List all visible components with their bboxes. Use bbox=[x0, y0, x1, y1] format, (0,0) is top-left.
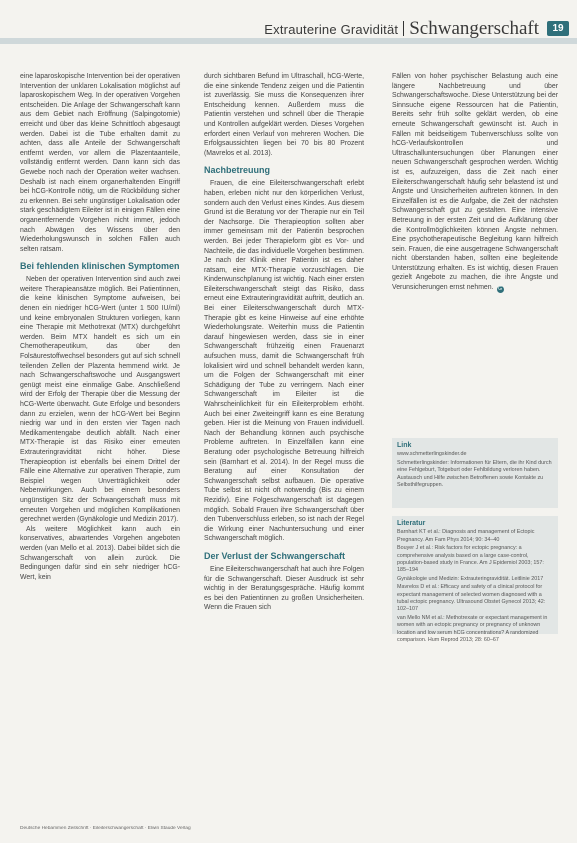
paragraph-text: Fällen von hoher psychischer Belastung auch eine längere Nachbetreuung und über Schwangerschaftswoche. Diese Unterstützung bei der Sinnsuche eigene Ressourcen hat die Patientin, Bereits sehr früh sollte geklärt werden, ob eine erneute Schwangerschaft gewünscht ist. Auch in Fällen mit beidseitigem Tubenverschluss sollte von hCG-Verlaufskontrollen und Ultraschalluntersuchungen über Planungen einer neuen Schwangerschaft gesprochen werden. Wichtig ist es, aufzuzeigen, dass die Zeit nach einer Eileiterschwangerschaft häufig sehr belastend ist und Ängste und Unsicherheiten auftreten können. In den Einzelfällen ist es die Aufgabe, die Zeit der nächsten Schwangerschaft gut zu gestalten. Eine intensive Betreuung in der ersten Zeit und die Aufklärung über die Kontrollmöglichkeiten können Ängste nehmen. Eine psychotherapeutische Begleitung kann hilfreich sein. Frauen, die eine ausgetragene Schwangerschaft nicht überstanden haben, sollten eine begleitende Unterstützung erhalten. Es ist wichtig, diesen Frauen gezielt Angebote zu machen, die ihre Ängste und Verunsicherungen ernst nehmen. bbox=[392, 73, 558, 292]
section-title: Extrauterine Gravidität bbox=[264, 22, 399, 37]
paragraph: durch sichtbaren Befund im Ultraschall, hCG-Werte, die eine sinkende Tendenz zeigen und die Patientin ist zuverlässig. Sie muss die Konsequenzen ihrer Entscheidung kennen. Außerdem muss die Patientin verstehen und schnell über die Therapie und Kontrollen aufgeklärt werden. Dieses Vorgehen erfordert einen Verlauf von mehreren Wochen. Die Erfolgsaussichten liegen bei 70 bis 80 Prozent (Mavrelos et al. 2013). bbox=[204, 73, 364, 157]
paragraph: Frauen, die eine Eileiterschwangerschaft erlebt haben, erleben nicht nur den körperlichen Verlust, sondern auch den Verlust eines Kindes. Aus diesem Grund ist die Beratung vor der Therapie nur ein Teil der Nachsorge. Die Therapieoption sollten aber immer gemeinsam mit der Patientin besprochen werden. Bei jeder Therapieform gibt es Vor- und Nachteile, die das individuelle Vorgehen bestimmen. Je nach der Klinik einer Patientin ist es daher ratsam, eine MTX-Therapie vorzuschlagen. Die Kinderwunschplanung ist wichtig. Nach einer ersten Eileiterschwangerschaft steigt das Risiko, dass erneut eine Extrauteringravidität auftritt, deutlich an. Bei einer Eileiterschwangerschaft durch MTX-Therapie gibt es keine Hinweise auf eine erhöhte Wiederholungsrate. Weiterhin muss die Patientin darauf hingewiesen werden, dass sie in einer Schwangerschaft frühzeitig einen Frauenarzt aufsuchen muss, damit die Schwangerschaft früh lokalisiert wird und schnell behandelt werden kann, um die Folgen der Schwangerschaft mit einer Schädigung der Tube zu verringern. Nach einer Schwangerschaft im Eileiter ist die Wahrscheinlichkeit für ein Eileiterproblem erhöht. Auch bei einer Zweiteingriff kann es eine Beratung geben. Hier ist die Meinung von Frauen individuell. Nach der Behandlung können auch psychische Probleme auftreten. In Einzelfällen kann eine Beratung oder psychologische Betreuung hilfreich sein (Barnhart et al. 2014). In der Regel muss die Beratung auf einer Konsultation der Schwangerschaft selbst aufbauen. Die operative Tube selbst ist nicht oft notwendig (Bis zu einem Rezidiv). Eine Folgeschwangerschaft ist dagegen möglich. Sobald Frauen ihre Schwangerschaft über den Tubenverschluss erleben, so ist nach der Regel die Wirkung einer Nachuntersuchung und einer Schwangerschaft möglich. bbox=[204, 180, 364, 543]
text-column-2 bbox=[204, 72, 364, 613]
link-description: Schmetterlingskinder: Informationen für Eltern, die ihr Kind durch eine Fehlgeburt, Totgeburt oder Fehlbildung verloren haben. Austausch und Hilfe zwischen Betroffenen sowie Kontakte zu Selbsthilfegruppen. bbox=[397, 459, 552, 489]
literature-heading: Literatur bbox=[397, 520, 426, 527]
text-column-1 bbox=[20, 72, 180, 582]
section-heading: Der Verlust der Schwangerschaft bbox=[204, 550, 346, 561]
literature-entry: Bouyer J et al.: Risk factors for ectopic pregnancy: a comprehensive analysis based on a large case-control, population-based study in France. Am J Epidemiol 2003; 157: 185–194 bbox=[397, 545, 544, 574]
end-of-article-icon: G bbox=[498, 286, 502, 293]
literature-box bbox=[392, 516, 558, 644]
section-heading: Bei fehlenden klinischen Symptomen bbox=[20, 261, 180, 272]
page-title: Schwangerschaft bbox=[409, 18, 539, 39]
links-box bbox=[392, 438, 558, 508]
paragraph: Eine Eileiterschwangerschaft hat auch ihre Folgen für die Schwangerschaft. Dieser Ausdruck ist sehr wichtig in der Beratungsgespräche. Häufig kommt es bei den Patientinnen zu großen Unsicherheiten. Wenn die Frauen sich bbox=[204, 565, 364, 612]
literature-entry: Barnhart KT et al.: Diagnosis and management of Ectopic Pregnancy. Am Fam Phys 2014; 90: 34–40 bbox=[397, 529, 535, 543]
running-head bbox=[264, 18, 539, 40]
literature-entry: Gynäkologie und Medizin: Extrauteringravidität. Leitlinie 2017 bbox=[397, 575, 544, 582]
literature-entry: Mavrelos D et al.: Efficacy and safety of a clinical protocol for expectant management of selected women diagnosed with a tubal ectopic pregnancy. Ultrasound Obstet Gynecol 2013; 42: 102–107 bbox=[397, 584, 546, 613]
paragraph: Neben der operativen Intervention sind auch zwei weitere Therapieansätze möglich. Bei Patientinnen, die keine klinischen Symptome aufweisen, bei denen ein niedriger hCG-Wert (unter 1 500 IU/ml) und keine embryonalen Strukturen vorliegen, kann eine Therapie mit Methotrexat (MTX) durchgeführt werden. Beim MTX handelt es sich um ein Chemotherapeutikum, das über den Folsäurestoffwechsel besonders gut auf sich schnell teilenden Zellen der Plazenta hemmend wirkt. Je nach Schwangerschaftswoche und Ausgangswert genügt meist eine einmalige Gabe. Anschließend wird der Erfolg der Therapie über die Messung der hCG-Werte überwacht. Gute Erfolge und besonders dann zu erzielen, wenn der hCG-Wert bei Beginn niedrig war und in den ersten vier Tagen nach Medikamentengabe deutlich abfällt. Nach einer MTX-Therapie ist das Risiko einer erneuten Extrauteringravidität nicht höher. Diese Therapieoption ist ebenfalls bei einem Drittel der Fälle eine Alternative zur operativen Therapie, zum Beispiel wegen Unverträglichkeit oder Nebenwirkungen. Auch bei einem besonders ungünstigen Sitz der Schwangerschaft muss mit erneuten Vorgehen und möglichen Komplikationen gerechnet werden (Gynäkologie und Medizin 2017). bbox=[20, 276, 180, 524]
title-separator bbox=[403, 21, 404, 36]
section-heading: Nachbetreuung bbox=[204, 165, 271, 176]
paragraph: Als weitere Möglichkeit kann auch ein konservatives, abwartendes Vorgehen angeboten werden (van Mello et al. 2013). Dabei bildet sich die Schwangerschaft von allein zurück. Die Bedingungen dafür sind ein sehr niedriger hCG-Wert, kein bbox=[20, 525, 180, 581]
running-header bbox=[0, 18, 577, 46]
page-footer: Deutsche Hebammen Zeitschrift · Eileiterschwangerschaft · Elwin Staude Verlag bbox=[20, 826, 191, 831]
text-column-3 bbox=[392, 72, 558, 293]
page-number: 19 bbox=[547, 21, 569, 36]
link-url[interactable]: www.schmetterlingskinder.de bbox=[397, 451, 467, 458]
links-heading: Link bbox=[397, 442, 412, 449]
paragraph: eine laparoskopische Intervention bei der operativen Intervention der unklaren Lokalisation möglichst auf laparoskopischem Weg. In der operativen Vorgehen entscheiden. Die Anlage der Schwangerschaft kann aus dem Gebiet nach Eröffnung (Salpingotomie) erreicht und über das kleine Schnittloch abgesaugt werden. Dabei ist die Tube erhalten damit zu achten, dass alle Anteile der Schwangerschaft entfernt werden, vor allem die Plazentaanteile, vollständig entfernt werden. Dann kann sich das Gewebe noch nach der Operation weiter wachsen. Deshalb ist nach einem organerhaltenden Eingriff bei hCG-Kontrolle nötig, um die Rückbildung sicher zu erkennen. Bei sehr ungünstiger Lokalisation oder stark geschädigtem Eileiter ist in einigen Fällen eine organentfernende Vorgehen nicht immer, jedoch nach Abwägen des Wissens über den Wiederholungswunsch in solchen Fällen auch selten ratsam. bbox=[20, 73, 180, 253]
paragraph bbox=[392, 72, 558, 293]
literature-entry: van Mello NM et al.: Methotrexate or expectant management in women with an ectopic pregnancy or pregnancy of unknown location and low serum hCG concentrations? A randomized comparison. Hum Reprod 2013; 28: 60–67 bbox=[397, 614, 548, 644]
